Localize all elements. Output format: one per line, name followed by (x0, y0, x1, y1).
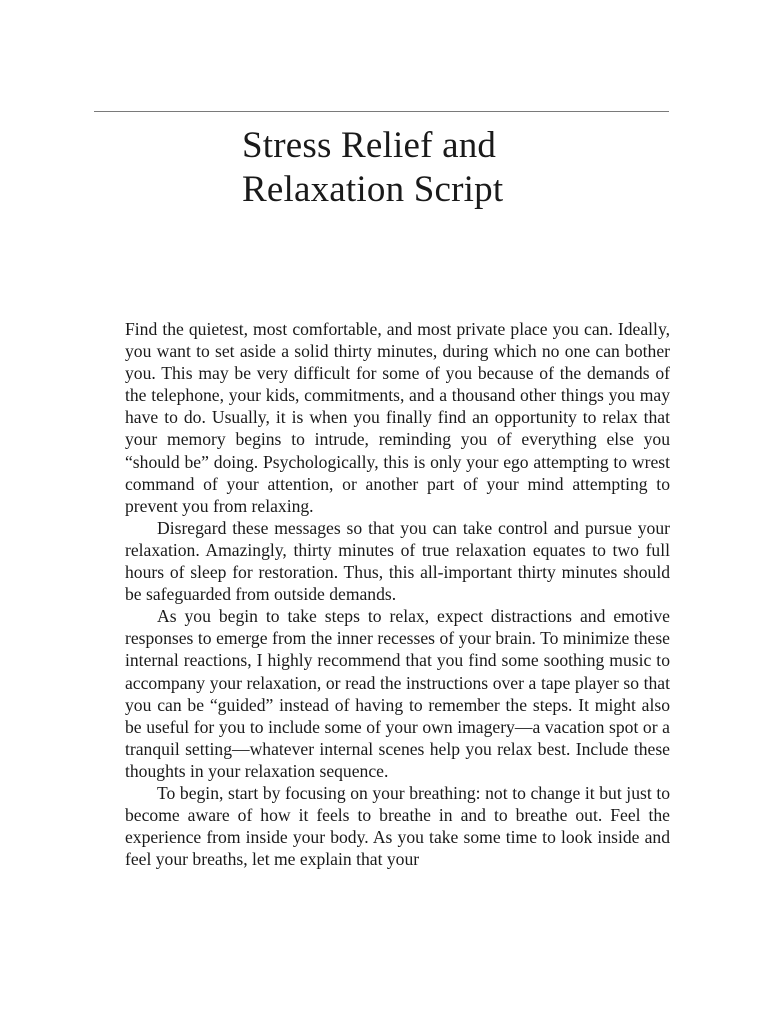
body-text (125, 318, 670, 870)
chapter-title-line-1: Stress Relief and (242, 125, 497, 166)
paragraph-2: Disregard these messages so that you can take control and pursue your relaxation. Amazingly, thirty minutes of true relaxation equates to two full hours of sleep for restoration. Thus, this all-important thirty minutes should be safeguarded from outside demands. (125, 517, 670, 605)
chapter-title-line-2: Relaxation Script (242, 169, 504, 210)
paragraph-4: To begin, start by focusing on your breathing: not to change it but just to become aware of how it feels to breathe in and to breathe out. Feel the experience from inside your body. As you take some time to look inside and feel your breaths, let me explain that your (125, 782, 670, 870)
chapter-title (242, 124, 702, 212)
paragraph-3: As you begin to take steps to relax, expect distractions and emotive responses to emerge from the inner recesses of your brain. To minimize these internal reactions, I highly recommend that you find some soothing music to accompany your relaxation, or read the instructions over a tape player so that you can be “guided” instead of having to remember the steps. It might also be useful for you to include some of your own imagery—a vacation spot or a tranquil setting—whatever internal scenes help you relax best. Include these thoughts in your relaxation sequence. (125, 606, 670, 781)
paragraph-1: Find the quietest, most comfortable, and most private place you can. Ideally, you want to set aside a solid thirty minutes, during which no one can bother you. This may be very difficult for some of you because of the demands of the telephone, your kids, commitments, and a thousand other things you may have to do. Usually, it is when you finally find an opportunity to relax that your memory begins to intrude, reminding you of everything else you “should be” doing. Psychologically, this is only your ego attempting to wrest command of your attention, or another part of your mind attempting to prevent you from relaxing. (125, 319, 670, 516)
header-rule (94, 111, 669, 112)
